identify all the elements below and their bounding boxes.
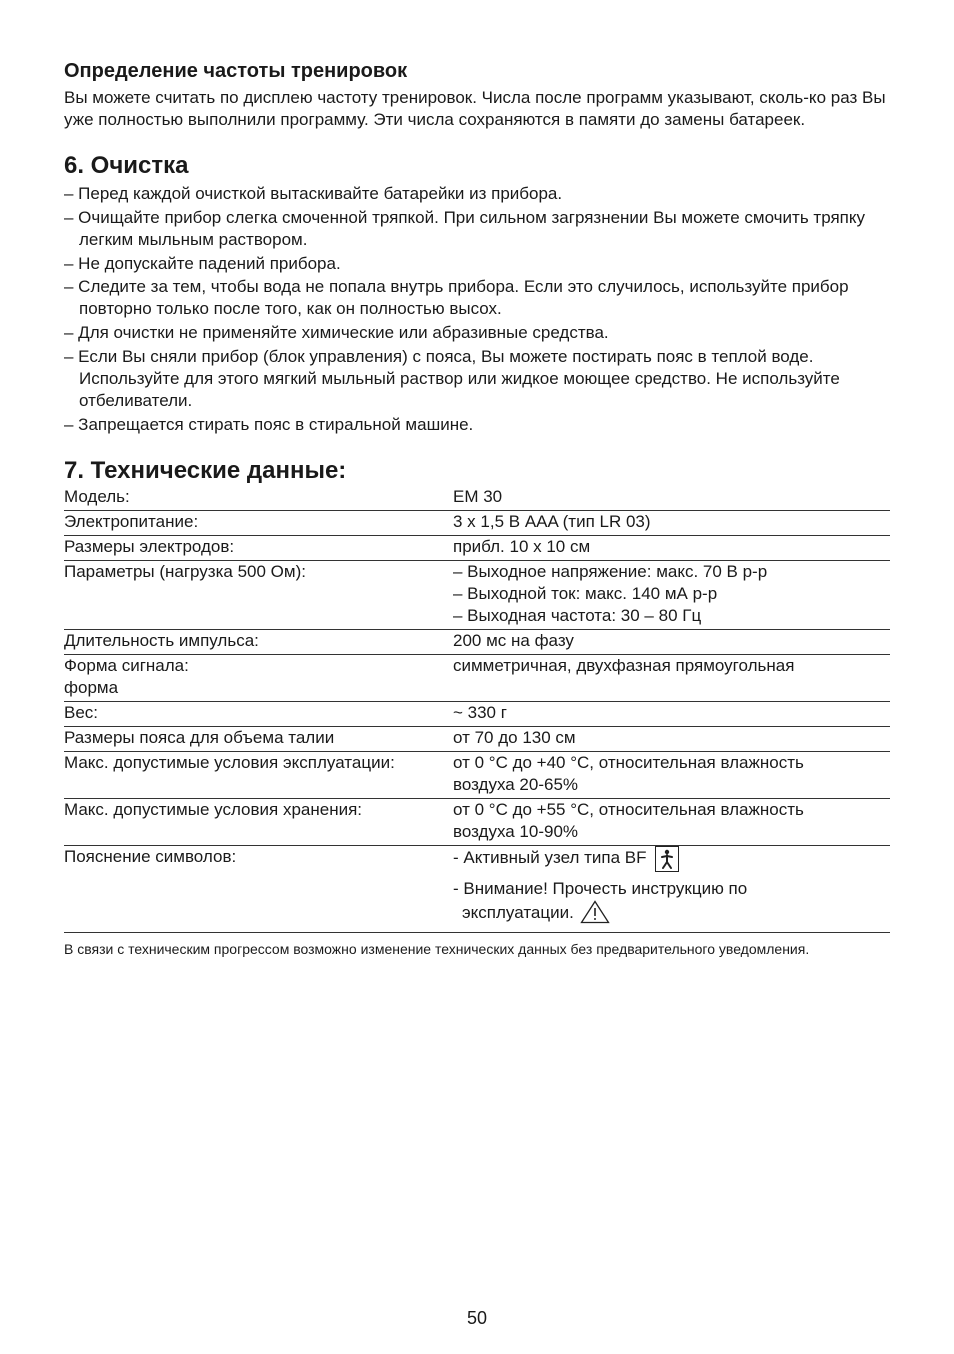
page-number: 50 [466,1308,488,1328]
spec-label: Макс. допустимые условия хранения: [64,799,363,819]
spec-value: прибл. 10 x 10 см [453,536,591,556]
freq-heading: Определение частоты тренировок [64,60,408,82]
table-row [64,751,890,798]
spec-value: – Выходное напряжение: макс. 70 В p-p [453,561,768,581]
spec-table [64,486,890,932]
spec-value: EM 30 [453,486,503,506]
table-row [64,845,890,932]
list-item: – Для очистки не применяйте химические или абразивные средства. [64,323,609,343]
table-row [64,726,890,751]
spec-value: 3 x 1,5 В AAA (тип LR 03) [453,511,651,531]
spec-label: Электропитание: [64,511,199,531]
table-row [64,701,890,726]
spec-value: – Выходная частота: 30 – 80 Гц [453,605,702,625]
spec-value-group [453,560,890,629]
spec-label: Параметры (нагрузка 500 Ом): [64,561,306,581]
list-item: – Если Вы сняли прибор (блок управления) с пояса, Вы можете постирать пояс в теплой воде. Используйте для этого мягкий мыльный раствор или жидкое моющее средство. Не используйте отбеливатели. [64,346,840,410]
list-item: – Запрещается стирать пояс в стиральной машине. [64,414,474,434]
spec-value: 200 мс на фазу [453,630,574,650]
bf-line [453,846,890,872]
list-item: – Не допускайте падений прибора. [64,253,341,273]
spec-value: воздуха 10-90% [453,821,579,841]
table-row [64,560,890,629]
spec-value: от 0 °C до +55 °C, относительная влажность [453,799,804,819]
table-row [64,798,890,845]
spec-label: Длительность импульса: [64,630,259,650]
spec-value: от 70 до 130 см [453,727,576,747]
spec-value: симметричная, двухфазная прямоугольная [453,655,795,675]
list-item: – Перед каждой очисткой вытаскивайте батарейки из прибора. [64,184,563,203]
warn-line [453,900,890,930]
spec-label-group [64,654,453,701]
bf-type-body-icon [655,846,679,872]
footnote: В связи с техническим прогрессом возможно изменение технических данных без предварительного уведомления. [64,940,810,957]
table-row [64,654,890,701]
spec-label: форма [64,677,119,697]
spec-value: – Выходной ток: макс. 140 мА p-p [453,583,718,603]
tech-heading: 7. Технические данные: [64,456,347,484]
spec-value-group [453,798,890,845]
page-content [64,58,890,958]
table-row [64,486,890,511]
cleaning-list [64,183,890,436]
list-item: – Очищайте прибор слегка смоченной тряпкой. При сильном загрязнении Вы можете смочить тряпку легким мыльным раствором. [64,207,865,249]
list-item: – Следите за тем, чтобы вода не попала внутрь прибора. Если это случилось, используйте прибор повторно только после того, как он полностью высох. [64,277,849,319]
table-row [64,535,890,560]
spec-label: Размеры пояса для объема талии [64,727,335,747]
spec-label: Макс. допустимые условия эксплуатации: [64,752,395,772]
spec-value-group [453,751,890,798]
spec-value: - Активный узел типа BF [453,847,647,867]
spec-label: Модель: [64,486,130,506]
spec-value: от 0 °C до +40 °C, относительная влажность [453,752,804,772]
spec-value: эксплуатации. [462,902,574,922]
spec-value: воздуха 20-65% [453,774,579,794]
warning-triangle-icon [580,900,610,930]
table-bottom-divider [64,932,890,933]
table-row [64,510,890,535]
freq-text: Вы можете считать по дисплею частоту тренировок. Числа после программ указывают, сколь-ко раз Вы уже полностью выполнили программу. Эти числа сохраняются в памяти до замены батареек. [64,88,886,129]
spec-value: ~ 330 г [453,702,507,722]
table-row [64,629,890,654]
spec-label: Вес: [64,702,99,722]
spec-label: Форма сигнала: [64,655,189,675]
spec-label: Размеры электродов: [64,536,235,556]
spec-label: Пояснение символов: [64,846,237,866]
cleaning-heading: 6. Очистка [64,152,189,179]
spec-value: - Внимание! Прочесть инструкцию по [453,878,748,898]
spec-value-group [453,845,890,932]
